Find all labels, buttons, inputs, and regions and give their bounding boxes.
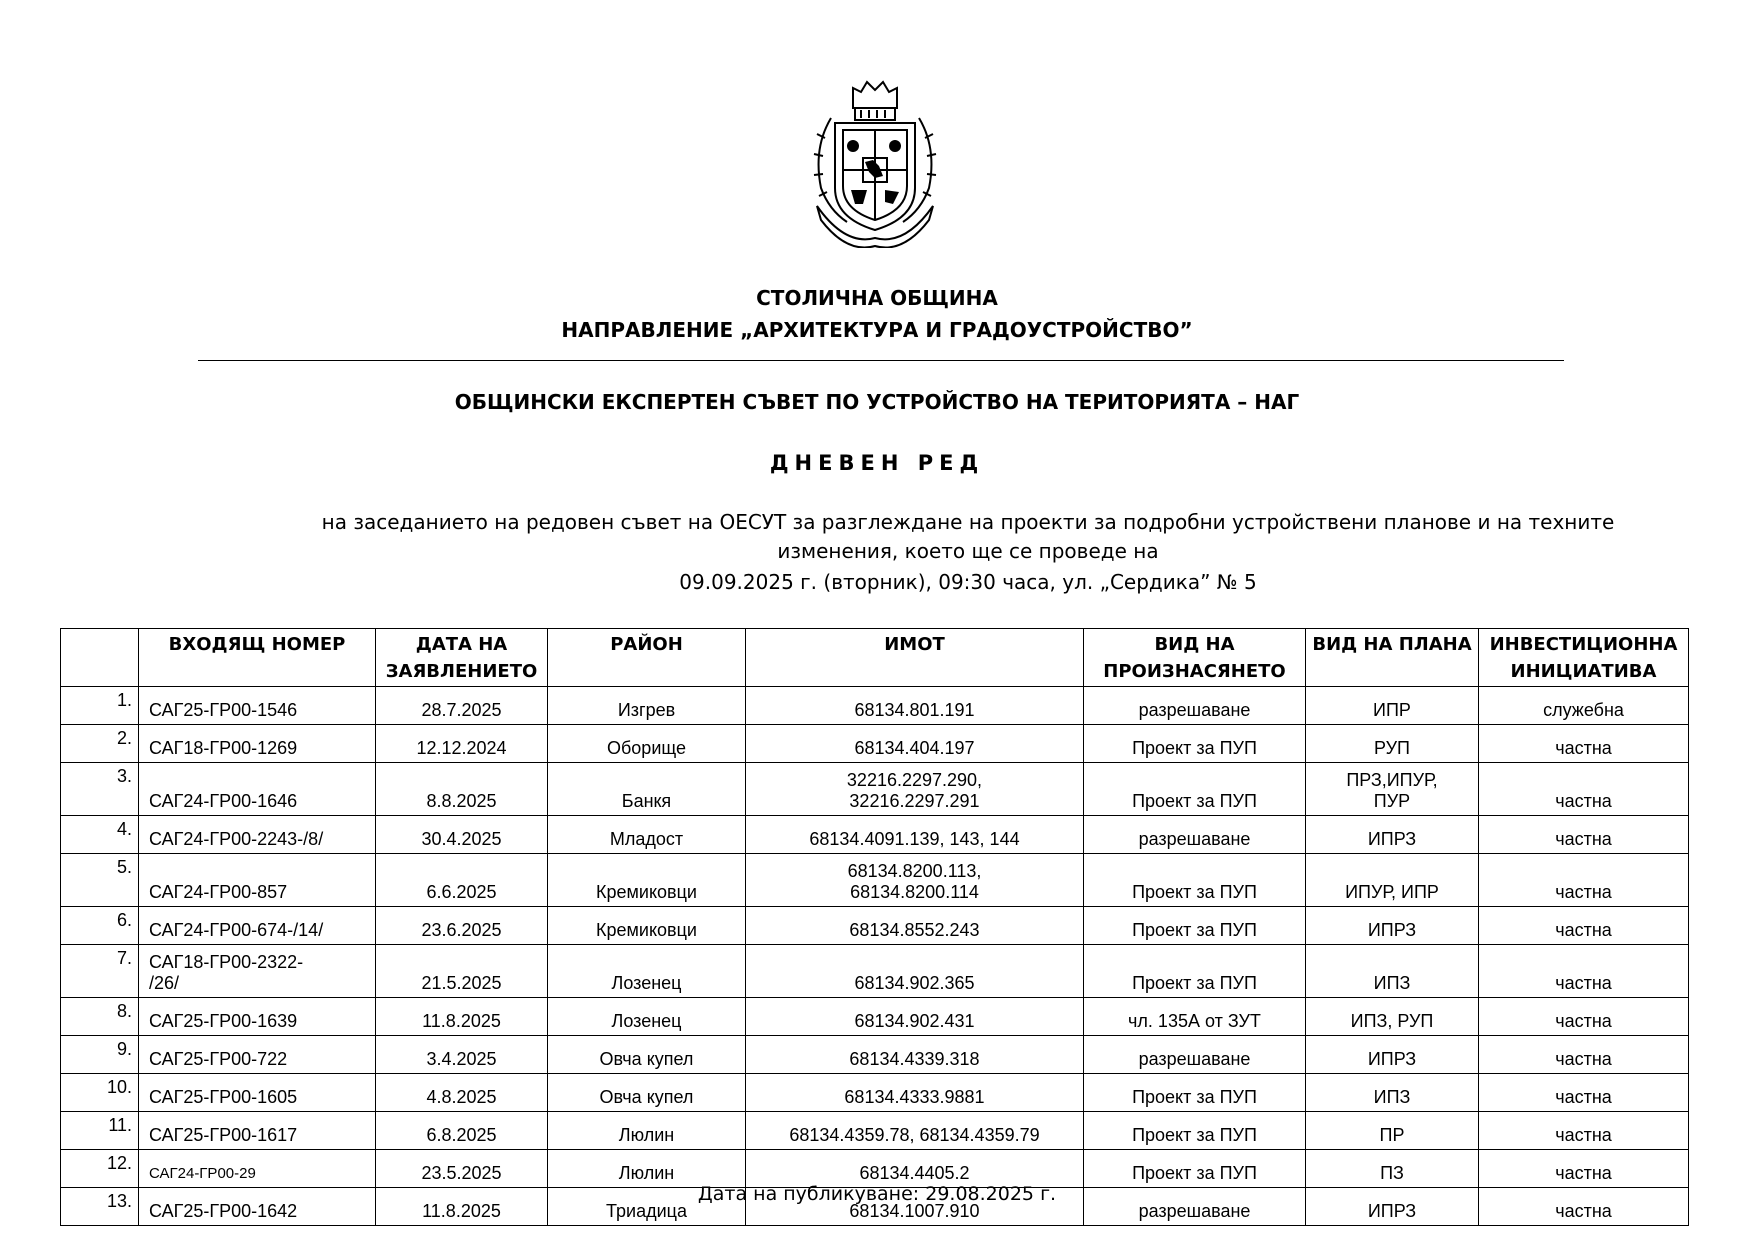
col-header-initiative: ИНВЕСТИЦИОННА ИНИЦИАТИВА bbox=[1479, 629, 1689, 687]
incoming-number: САГ25-ГР00-722 bbox=[139, 1036, 376, 1074]
agenda-title: ДНЕВЕН РЕД bbox=[769, 451, 985, 475]
row-number: 7. bbox=[61, 945, 139, 998]
table-row bbox=[61, 1150, 1689, 1188]
incoming-number: САГ25-ГР00-1639 bbox=[139, 998, 376, 1036]
district: Младост bbox=[548, 816, 746, 854]
plan-type: ПЗ bbox=[1306, 1150, 1479, 1188]
ruling-type: Проект за ПУП bbox=[1084, 725, 1306, 763]
plan-type: РУП bbox=[1306, 725, 1479, 763]
col-header-district: РАЙОН bbox=[548, 629, 746, 687]
investment-initiative: частна bbox=[1479, 1036, 1689, 1074]
row-number: 4. bbox=[61, 816, 139, 854]
district: Триадица bbox=[548, 1188, 746, 1226]
table-row bbox=[61, 907, 1689, 945]
publication-date: Дата на публикуване: 29.08.2025 г. bbox=[697, 1183, 1057, 1205]
application-date: 6.6.2025 bbox=[376, 854, 548, 907]
table-row bbox=[61, 945, 1689, 998]
row-number: 1. bbox=[61, 687, 139, 725]
table-row bbox=[61, 1112, 1689, 1150]
table-row bbox=[61, 725, 1689, 763]
row-number: 3. bbox=[61, 763, 139, 816]
table-row bbox=[61, 687, 1689, 725]
district: Лозенец bbox=[548, 945, 746, 998]
col-header-ruling: ВИД НА ПРОИЗНАСЯНЕТО bbox=[1084, 629, 1306, 687]
investment-initiative: частна bbox=[1479, 998, 1689, 1036]
row-number: 13. bbox=[61, 1188, 139, 1226]
sofia-coat-of-arms-icon bbox=[795, 78, 955, 248]
investment-initiative: частна bbox=[1479, 945, 1689, 998]
investment-initiative: частна bbox=[1479, 816, 1689, 854]
intro-line-1: на заседанието на редовен съвет на ОЕСУТ за разглеждане на проекти за подробни устройствени планове и на техните bbox=[321, 510, 1615, 534]
property: 68134.801.191 bbox=[746, 687, 1084, 725]
table-row bbox=[61, 998, 1689, 1036]
intro-line-2: изменения, което ще се проведе на bbox=[777, 539, 1159, 563]
ruling-type: Проект за ПУП bbox=[1084, 945, 1306, 998]
ruling-type: разрешаване bbox=[1084, 687, 1306, 725]
plan-type: ИПРЗ bbox=[1306, 1036, 1479, 1074]
district: Изгрев bbox=[548, 687, 746, 725]
row-number: 6. bbox=[61, 907, 139, 945]
incoming-number: САГ24-ГР00-29 bbox=[139, 1150, 376, 1188]
incoming-number: САГ24-ГР00-2243-/8/ bbox=[139, 816, 376, 854]
row-number: 2. bbox=[61, 725, 139, 763]
plan-type: ИПЗ bbox=[1306, 945, 1479, 998]
col-header-date: ДАТА НА ЗАЯВЛЕНИЕТО bbox=[376, 629, 548, 687]
row-number: 8. bbox=[61, 998, 139, 1036]
incoming-number: САГ25-ГР00-1617 bbox=[139, 1112, 376, 1150]
ruling-type: Проект за ПУП bbox=[1084, 1150, 1306, 1188]
incoming-number: САГ24-ГР00-1646 bbox=[139, 763, 376, 816]
plan-type: ИПЗ, РУП bbox=[1306, 998, 1479, 1036]
plan-type: ИПРЗ bbox=[1306, 1188, 1479, 1226]
ruling-type: Проект за ПУП bbox=[1084, 1112, 1306, 1150]
ruling-type: разрешаване bbox=[1084, 1188, 1306, 1226]
property: 68134.4339.318 bbox=[746, 1036, 1084, 1074]
incoming-number: САГ24-ГР00-674-/14/ bbox=[139, 907, 376, 945]
table-row bbox=[61, 854, 1689, 907]
property: 68134.4333.9881 bbox=[746, 1074, 1084, 1112]
investment-initiative: частна bbox=[1479, 1112, 1689, 1150]
property: 68134.4091.139, 143, 144 bbox=[746, 816, 1084, 854]
ruling-type: Проект за ПУП bbox=[1084, 854, 1306, 907]
investment-initiative: частна bbox=[1479, 763, 1689, 816]
property: 68134.1007.910 bbox=[746, 1188, 1084, 1226]
application-date: 28.7.2025 bbox=[376, 687, 548, 725]
ruling-type: разрешаване bbox=[1084, 816, 1306, 854]
property: 68134.4405.2 bbox=[746, 1150, 1084, 1188]
row-number: 5. bbox=[61, 854, 139, 907]
plan-type: ИПУР, ИПР bbox=[1306, 854, 1479, 907]
table-row bbox=[61, 816, 1689, 854]
application-date: 23.6.2025 bbox=[376, 907, 548, 945]
district: Люлин bbox=[548, 1112, 746, 1150]
table-row bbox=[61, 763, 1689, 816]
investment-initiative: частна bbox=[1479, 854, 1689, 907]
property: 68134.8552.243 bbox=[746, 907, 1084, 945]
property: 68134.4359.78, 68134.4359.79 bbox=[746, 1112, 1084, 1150]
district: Кремиковци bbox=[548, 907, 746, 945]
application-date: 8.8.2025 bbox=[376, 763, 548, 816]
incoming-number: САГ24-ГР00-857 bbox=[139, 854, 376, 907]
property: 68134.404.197 bbox=[746, 725, 1084, 763]
table-header-row bbox=[61, 629, 1689, 687]
application-date: 12.12.2024 bbox=[376, 725, 548, 763]
district: Оборище bbox=[548, 725, 746, 763]
ruling-type: Проект за ПУП bbox=[1084, 1074, 1306, 1112]
investment-initiative: служебна bbox=[1479, 687, 1689, 725]
investment-initiative: частна bbox=[1479, 1188, 1689, 1226]
investment-initiative: частна bbox=[1479, 1150, 1689, 1188]
plan-type: ИПРЗ bbox=[1306, 907, 1479, 945]
ruling-type: чл. 135А от ЗУТ bbox=[1084, 998, 1306, 1036]
row-number: 9. bbox=[61, 1036, 139, 1074]
table-row bbox=[61, 1036, 1689, 1074]
application-date: 23.5.2025 bbox=[376, 1150, 548, 1188]
table-body bbox=[61, 687, 1689, 1226]
property: 68134.902.365 bbox=[746, 945, 1084, 998]
ruling-type: Проект за ПУП bbox=[1084, 763, 1306, 816]
col-header-plan: ВИД НА ПЛАНА bbox=[1306, 629, 1479, 687]
property: 68134.8200.113, 68134.8200.114 bbox=[746, 854, 1084, 907]
district: Банкя bbox=[548, 763, 746, 816]
district: Кремиковци bbox=[548, 854, 746, 907]
row-number: 12. bbox=[61, 1150, 139, 1188]
application-date: 30.4.2025 bbox=[376, 816, 548, 854]
district: Лозенец bbox=[548, 998, 746, 1036]
district: Люлин bbox=[548, 1150, 746, 1188]
plan-type: ИПР bbox=[1306, 687, 1479, 725]
row-number: 10. bbox=[61, 1074, 139, 1112]
plan-type: ПР bbox=[1306, 1112, 1479, 1150]
col-header-num bbox=[61, 629, 139, 687]
incoming-number: САГ25-ГР00-1546 bbox=[139, 687, 376, 725]
investment-initiative: частна bbox=[1479, 907, 1689, 945]
application-date: 6.8.2025 bbox=[376, 1112, 548, 1150]
organization-name: СТОЛИЧНА ОБЩИНА bbox=[756, 286, 998, 310]
application-date: 11.8.2025 bbox=[376, 1188, 548, 1226]
header-divider bbox=[198, 360, 1564, 361]
incoming-number: САГ25-ГР00-1642 bbox=[139, 1188, 376, 1226]
application-date: 3.4.2025 bbox=[376, 1036, 548, 1074]
property: 68134.902.431 bbox=[746, 998, 1084, 1036]
property: 32216.2297.290, 32216.2297.291 bbox=[746, 763, 1084, 816]
incoming-number: САГ25-ГР00-1605 bbox=[139, 1074, 376, 1112]
council-name: ОБЩИНСКИ ЕКСПЕРТЕН СЪВЕТ ПО УСТРОЙСТВО НА ТЕРИТОРИЯТА – НАГ bbox=[454, 390, 1300, 414]
application-date: 21.5.2025 bbox=[376, 945, 548, 998]
district: Овча купел bbox=[548, 1074, 746, 1112]
meeting-datetime: 09.09.2025 г. (вторник), 09:30 часа, ул. „Сердика” № 5 bbox=[679, 570, 1257, 594]
ruling-type: Проект за ПУП bbox=[1084, 907, 1306, 945]
agenda-table bbox=[60, 628, 1689, 1226]
application-date: 4.8.2025 bbox=[376, 1074, 548, 1112]
table-row bbox=[61, 1074, 1689, 1112]
district: Овча купел bbox=[548, 1036, 746, 1074]
incoming-number: САГ18-ГР00-1269 bbox=[139, 725, 376, 763]
incoming-number: САГ18-ГР00-2322- /26/ bbox=[139, 945, 376, 998]
department-name: НАПРАВЛЕНИЕ „АРХИТЕКТУРА И ГРАДОУСТРОЙСТВО” bbox=[561, 318, 1193, 342]
plan-type: ИПЗ bbox=[1306, 1074, 1479, 1112]
ruling-type: разрешаване bbox=[1084, 1036, 1306, 1074]
plan-type: ИПРЗ bbox=[1306, 816, 1479, 854]
investment-initiative: частна bbox=[1479, 725, 1689, 763]
investment-initiative: частна bbox=[1479, 1074, 1689, 1112]
plan-type: ПРЗ,ИПУР, ПУР bbox=[1306, 763, 1479, 816]
application-date: 11.8.2025 bbox=[376, 998, 548, 1036]
col-header-incoming: ВХОДЯЩ НОМЕР bbox=[139, 629, 376, 687]
col-header-property: ИМОТ bbox=[746, 629, 1084, 687]
row-number: 11. bbox=[61, 1112, 139, 1150]
